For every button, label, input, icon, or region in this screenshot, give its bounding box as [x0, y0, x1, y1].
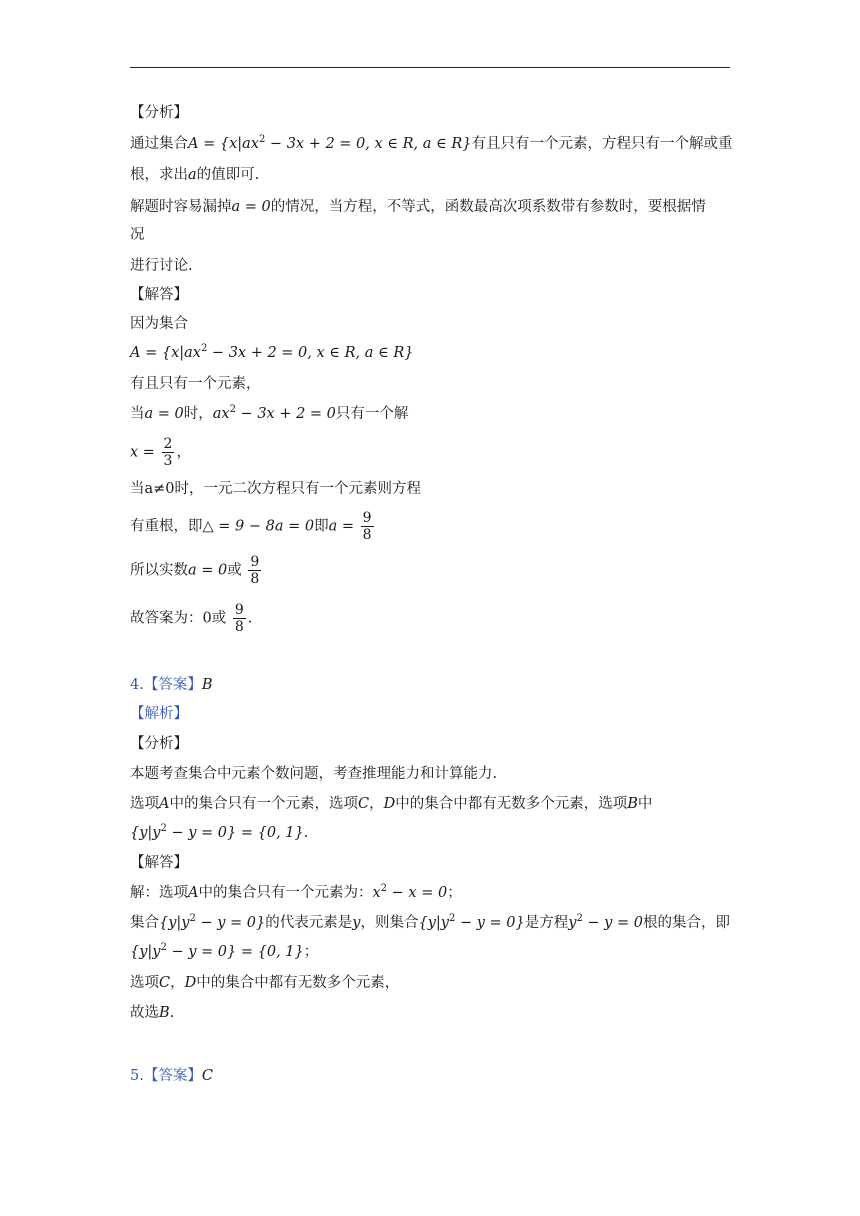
fraction-nine-eighths: $\frac{9}{8}$ — [234, 602, 244, 635]
q3-analysis-line-1: 通过集合$A = \{x|ax^2 - 3x + 2 = 0$, x ∈ R, a ∈ R}有且只有一个元素，方程只有一个解或重 — [130, 134, 733, 152]
q4-solution-line-2: 集合$\{y|y^2 - y = 0\}$的代表元素是y，则集合$\{y|y^2 - y = 0\}$是方程$y^2 - y = 0$根的集合，即 — [130, 913, 730, 931]
q4-answer-heading: 4.【答案】B — [130, 677, 213, 693]
q4-solution-line-4: 选项C，D中的集合中都有无数多个元素， — [130, 975, 400, 991]
header-rule — [130, 67, 730, 68]
q4-solution-set: $\{y|y^2 - y = 0\} = \{0$, 1}； — [130, 942, 319, 960]
q4-analysis-set: $\{y|y^2 - y = 0\} = \{0$, 1}. — [130, 823, 309, 841]
q3-solution-line-6: 当a≠0时，一元二次方程只有一个元素则方程 — [130, 481, 422, 497]
q5-answer-heading: 5.【答案】C — [130, 1068, 213, 1084]
q3-final-answer: 故答案为：0或 $\frac{9}{8}$ . — [130, 602, 253, 635]
analysis-heading: 【分析】 — [130, 105, 188, 121]
fraction-nine-eighths: $\frac{9}{8}$ — [362, 510, 372, 543]
q4-conclusion: 故选B. — [130, 1005, 175, 1021]
q4-analysis-line-1: 本题考查集合中元素个数问题，考查推理能力和计算能力. — [130, 766, 498, 782]
q3-solution-x-value: x = $\frac{2}{3}$ ， — [130, 436, 191, 469]
q4-solution-line-1: 解：选项A中的集合只有一个元素为：$x^2 - x = 0$； — [130, 883, 462, 901]
q3-analysis-line-5: 进行讨论. — [130, 258, 193, 274]
q3-analysis-line-2: 根，求出a的值即可. — [130, 167, 260, 183]
solution-heading: 【解答】 — [130, 287, 188, 303]
solution-heading: 【解答】 — [130, 855, 188, 871]
analysis-heading: 【分析】 — [130, 736, 188, 752]
fraction-two-thirds: $\frac{2}{3}$ — [163, 436, 173, 469]
q3-solution-line-7: 有重根，即△ = 9 − 8a = 0即a = $\frac{9}{8}$ — [130, 510, 372, 543]
q3-solution-line-1: 因为集合 — [130, 316, 188, 332]
q3-analysis-line-4: 况 — [130, 227, 145, 243]
q3-solution-line-3: 有且只有一个元素， — [130, 376, 261, 392]
fraction-nine-eighths: $\frac{9}{8}$ — [250, 554, 260, 587]
q3-analysis-line-3: 解题时容易漏掉a = 0的情况，当方程，不等式，函数最高次项系数带有参数时，要根据情 — [130, 199, 706, 215]
q3-solution-line-4: 当a = 0时，$ax^2 - 3x + 2 = 0$只有一个解 — [130, 404, 409, 422]
q3-solution-line-8: 所以实数a = 0或 $\frac{9}{8}$ — [130, 554, 260, 587]
q4-explanation-heading: 【解析】 — [130, 706, 188, 722]
q4-analysis-line-2: 选项A中的集合只有一个元素，选项C，D中的集合中都有无数多个元素，选项B中 — [130, 796, 653, 812]
q3-set-definition: $A = \{x|ax^2 - 3x + 2 = 0$, x ∈ R, a ∈ R} — [130, 343, 414, 361]
